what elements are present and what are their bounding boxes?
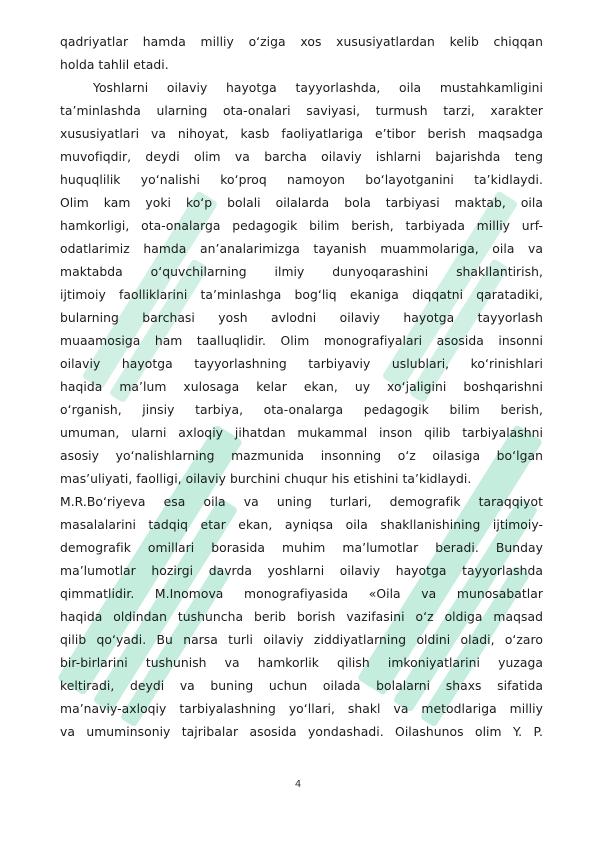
text-line: o‘rganish, jinsiy tarbiya, ota-onalarga pedagogik bilim berish, <box>60 403 543 417</box>
text-line: oilaviy hayotga tayyorlashning tarbiyaviy uslublari, ko‘rinishlari <box>60 357 543 371</box>
text-line: maktabda o‘quvchilarning ilmiy dunyoqarashini shakllantirish, <box>60 265 543 279</box>
text-line: qilib qo‘yadi. Bu narsa turli oilaviy ziddiyatlarning oldini oladi, o‘zaro <box>60 633 543 647</box>
text-line: bir-birlarini tushunish va hamkorlik qilish imkoniyatlarini yuzaga <box>60 656 543 670</box>
text-line: odatlarimiz hamda an’analarimizga tayanish muammolariga, oila va <box>60 242 543 256</box>
text-line: haqida oldindan tushuncha berib borish vazifasini o‘z oldiga maqsad <box>60 610 543 624</box>
text-line: ma’naviy-axloqiy tarbiyalashning yo‘llari, shakl va metodlariga milliy <box>60 702 543 716</box>
text-line: haqida ma’lum xulosaga kelar ekan, uy xo‘jaligini boshqarishni <box>60 380 543 394</box>
text-line: Olim kam yoki ko‘p bolali oilalarda bola tarbiyasi maktab, oila <box>60 196 543 210</box>
text-line: hamkorligi, ota-onalarga pedagogik bilim berish, tarbiyada milliy urf- <box>60 219 543 233</box>
text-line: Yoshlarni oilaviy hayotga tayyorlashda, oila mustahkamligini <box>93 81 543 95</box>
text-line: xususiyatlari va nihoyat, kasb faoliyatlariga e’tibor berish maqsadga <box>60 127 543 141</box>
text-line: masalalarini tadqiq etar ekan, ayniqsa oila shakllanishining ijtimoiy- <box>60 518 543 532</box>
text-line: ijtimoiy faolliklarini ta’minlashga bog‘liq ekaniga diqqatni qaratadiki, <box>60 288 543 302</box>
body-text <box>60 31 543 744</box>
text-line: muvofiqdir, deydi olim va barcha oilaviy ishlarni bajarishda teng <box>60 150 543 164</box>
text-line: asosiy yo‘nalishlarning mazmunida insonning o‘z oilasiga bo‘lgan <box>60 449 543 463</box>
text-line: bularning barchasi yosh avlodni oilaviy hayotga tayyorlash <box>60 311 543 325</box>
text-line: qadriyatlar hamda milliy o‘ziga xos xususiyatlardan kelib chiqqan <box>60 35 543 49</box>
text-line: holda tahlil etadi. <box>60 58 169 72</box>
text-line: ta’minlashda ularning ota-onalari saviyasi, turmush tarzi, xarakter <box>60 104 543 118</box>
text-line: mas’uliyati, faolligi, oilaviy burchini chuqur his etishini ta’kidlaydi. <box>60 472 472 486</box>
text-line: huquqlilik yo‘nalishi ko‘proq namoyon bo‘layotganini ta’kidlaydi. <box>60 173 543 187</box>
text-line: umuman, ularni axloqiy jihatdan mukammal inson qilib tarbiyalashni <box>60 426 543 440</box>
text-line: demografik omillari borasida muhim ma’lumotlar beradi. Bunday <box>60 541 543 555</box>
text-line: qimmatlidir. M.Inomova monografiyasida «Oila va munosabatlar <box>60 587 543 601</box>
text-line: ma’lumotlar hozirgi davrda yoshlarni oilaviy hayotga tayyorlashda <box>60 564 543 578</box>
text-line: keltiradi, deydi va buning uchun oilada bolalarni shaxs sifatida <box>60 679 543 693</box>
text-line: va umuminsoniy tajribalar asosida yondashadi. Oilashunos olim Y. P. <box>60 725 543 739</box>
text-line: M.R.Bo‘riyeva esa oila va uning turlari, demografik taraqqiyot <box>60 495 543 509</box>
text-line: muaamosiga ham taalluqlidir. Olim monografiyalari asosida insonni <box>60 334 543 348</box>
page-number: 4 <box>294 779 302 790</box>
